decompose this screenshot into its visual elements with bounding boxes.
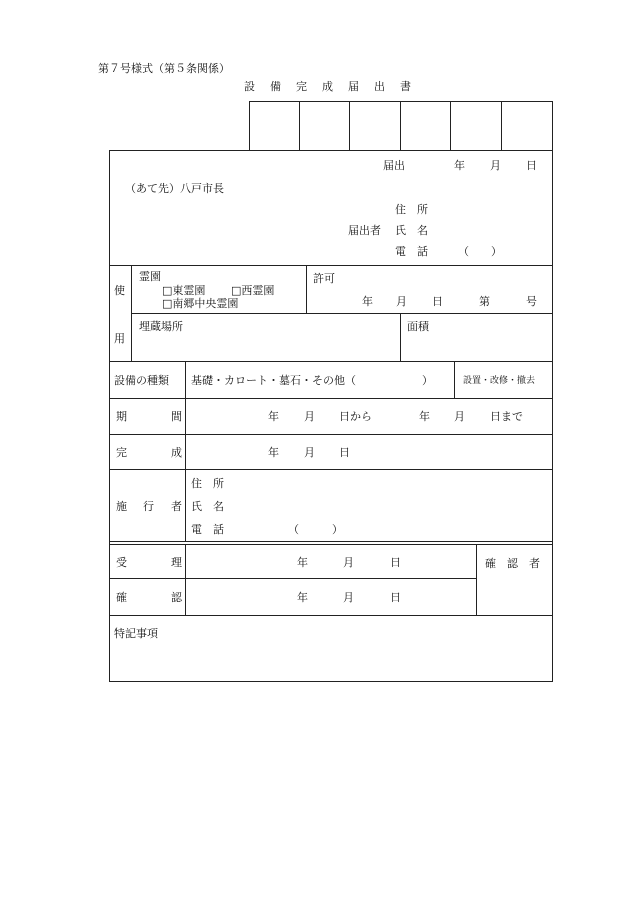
notice-year[interactable]: 年 [454,159,465,172]
completion-label-b: 成 [171,446,182,459]
contractor-label-a: 施 [116,500,127,513]
applicant-phone-label[interactable]: 電 話 [395,245,428,258]
applicant-address-label[interactable]: 住 所 [395,203,428,216]
document-title: 設 備 完 成 届 出 書 [244,80,413,93]
applicant-label: 届出者 [348,224,381,237]
divider [306,265,307,313]
applicant-name-label[interactable]: 氏 名 [395,224,428,237]
contractor-phone-label[interactable]: 電 話 [191,523,224,536]
stamp-box[interactable] [249,101,300,151]
use-label-top: 使 [114,284,125,297]
contractor-address-label[interactable]: 住 所 [191,477,224,490]
divider [109,541,553,542]
divider [109,434,553,435]
addressee: （あて先）八戸市長 [125,182,224,195]
permit-day[interactable]: 日 [432,295,443,308]
burial-place-label[interactable]: 埋蔵場所 [139,320,183,333]
notice-day[interactable]: 日 [526,159,537,172]
stamp-box[interactable] [299,101,350,151]
period-to-month[interactable]: 月 [454,410,465,423]
confirm-day[interactable]: 日 [390,591,401,604]
receipt-day[interactable]: 日 [390,556,401,569]
confirm-label-b: 認 [171,591,182,604]
stamp-box[interactable] [349,101,401,151]
receipt-label-a: 受 [116,556,127,569]
divider [131,313,553,314]
equipment-action-options[interactable]: 設置・改修・撤去 [463,376,536,386]
permit-month[interactable]: 月 [396,295,407,308]
stamp-boxes [249,101,553,151]
divider [109,398,553,399]
notice-date-label: 届出 [383,159,405,172]
receipt-year[interactable]: 年 [297,556,308,569]
period-from-day[interactable]: 日から [339,410,372,423]
stamp-box[interactable] [501,101,553,151]
applicant-phone-parens[interactable]: （ ） [458,245,502,258]
confirmer-label: 確 認 者 [485,557,540,570]
divider [109,265,553,266]
form-number: 第７号様式（第５条関係） [98,62,230,75]
period-from-year[interactable]: 年 [268,410,279,423]
receipt-label-b: 理 [171,556,182,569]
stamp-box[interactable] [450,101,502,151]
period-to-year[interactable]: 年 [419,410,430,423]
completion-year[interactable]: 年 [268,446,279,459]
divider [109,544,553,545]
divider [185,544,186,615]
contractor-name-label[interactable]: 氏 名 [191,500,224,513]
period-to-day[interactable]: 日まで [490,410,523,423]
completion-month[interactable]: 月 [304,446,315,459]
divider [454,361,455,398]
confirm-label-a: 確 [116,591,127,604]
area-label[interactable]: 面積 [407,320,429,333]
divider [109,615,553,616]
cemetery-south-checkbox[interactable]: □南郷中央霊園 [162,297,239,310]
cemetery-east-checkbox[interactable]: □東霊園 [162,284,206,297]
period-label-b: 間 [171,410,182,423]
divider [185,361,186,541]
permit-go-label: 号 [526,295,537,308]
permit-label: 許可 [313,272,335,285]
permit-no-label[interactable]: 第 [479,295,490,308]
period-from-month[interactable]: 月 [304,410,315,423]
contractor-phone-parens[interactable]: （ ） [288,523,343,536]
permit-year[interactable]: 年 [362,295,373,308]
confirm-year[interactable]: 年 [297,591,308,604]
period-label-a: 期 [116,410,127,423]
divider [109,578,476,579]
contractor-label-c: 者 [171,500,182,513]
use-label-bottom: 用 [114,332,125,345]
divider [109,469,553,470]
cemetery-label: 霊園 [139,270,161,283]
divider [476,544,477,615]
completion-day[interactable]: 日 [339,446,350,459]
completion-label-a: 完 [116,446,127,459]
notice-month[interactable]: 月 [490,159,501,172]
divider [131,265,132,361]
equipment-type-label: 設備の種類 [114,374,169,387]
contractor-label-b: 行 [143,500,154,513]
divider [400,313,401,361]
equipment-type-options[interactable]: 基礎・カロート・墓石・その他（ ） [191,374,433,387]
remarks-label[interactable]: 特記事項 [114,627,158,640]
cemetery-west-checkbox[interactable]: □西霊園 [231,284,275,297]
receipt-month[interactable]: 月 [343,556,354,569]
divider [109,361,553,362]
confirm-month[interactable]: 月 [343,591,354,604]
stamp-box[interactable] [400,101,451,151]
